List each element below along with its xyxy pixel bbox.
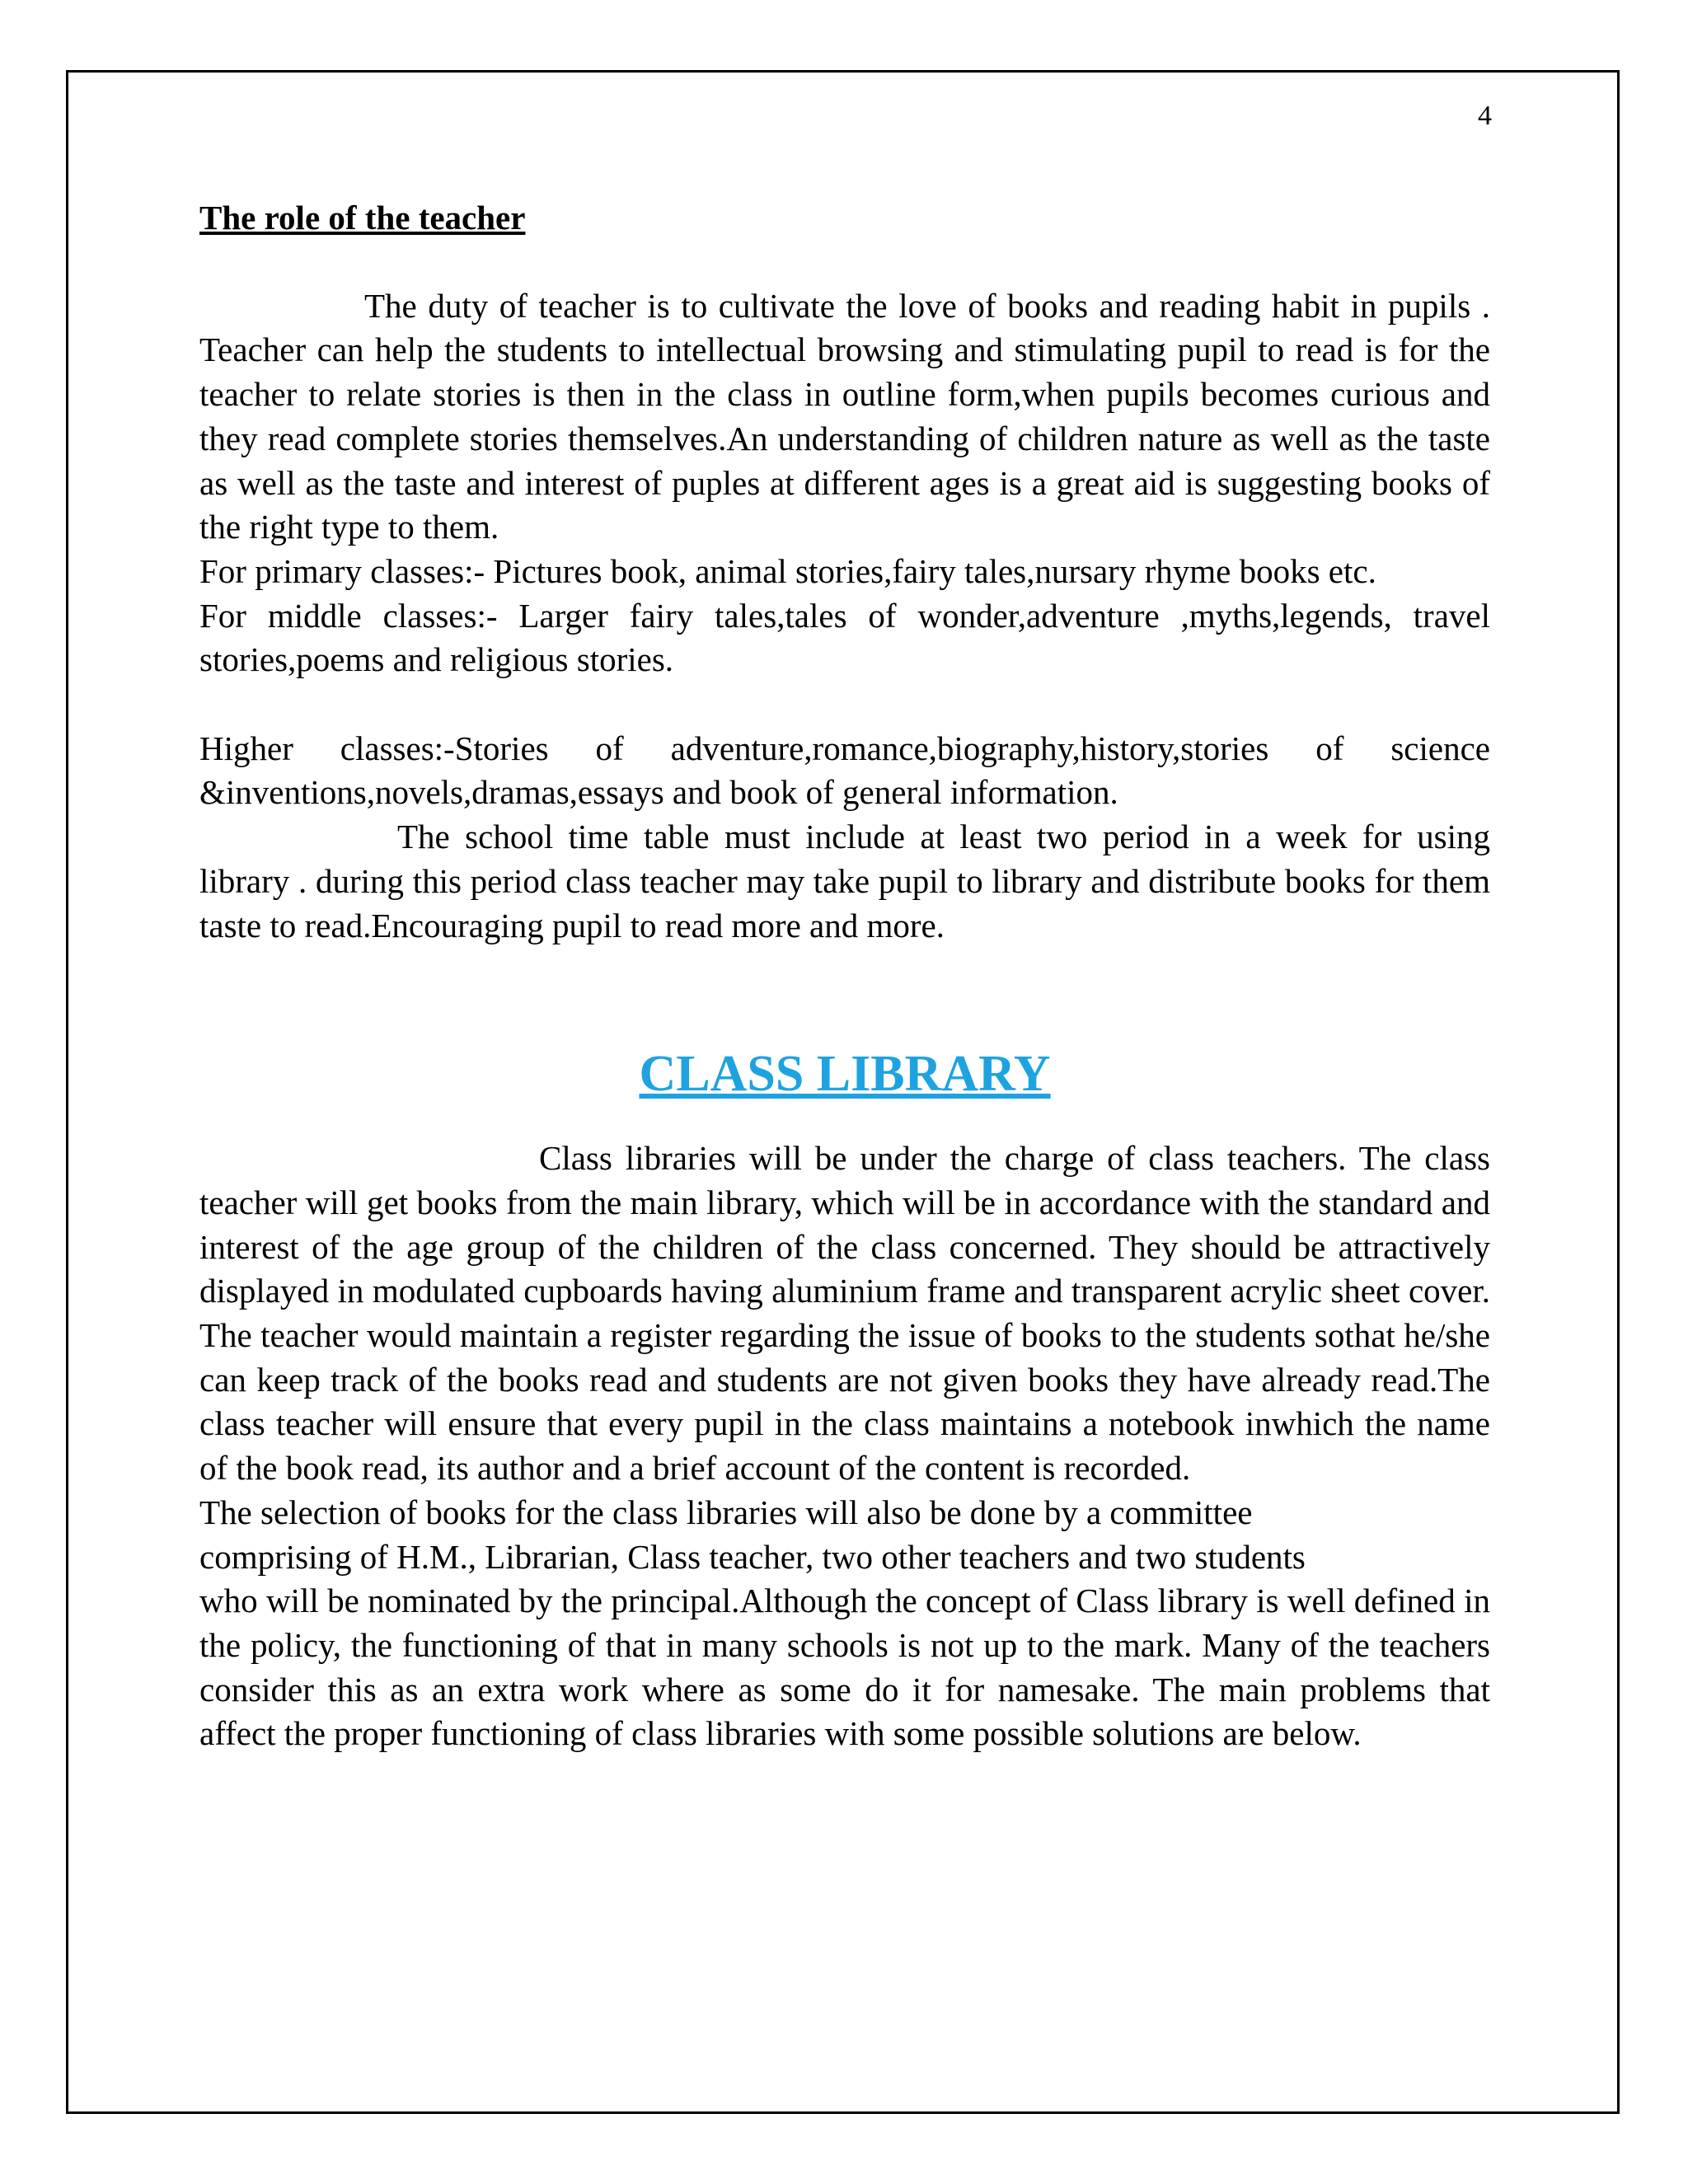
class-library-heading: CLASS LIBRARY [639,1046,1051,1103]
paragraph-higher-classes: Higher classes:-Stories of adventure,romance,biography,history,stories of science &inventions,novels,dramas,essays and book of general information. [199,729,1490,812]
paragraph-primary-classes: For primary classes:- Pictures book, animal stories,fairy tales,nursary rhyme books etc. [199,551,1376,590]
paragraph-middle-classes: For middle classes:- Larger fairy tales,tales of wonder,adventure ,myths,legends, travel stories,poems and religious stories. [199,596,1490,679]
paragraph-teacher-duty: The duty of teacher is to cultivate the love of books and reading habit in pupils . Teacher can help the students to intellectual browsing and stimulating pupil to read is for the teacher to relate stories is then in the class in outline form,when pupils becomes curious and they read complete stories themselves.An understanding of children nature as well as the taste as well as the taste and interest of puples at different ages is a great aid is suggesting books of the right type to them. [199,286,1490,546]
document-body [199,196,1490,1756]
section-heading-teacher-role: The role of the teacher [199,199,526,237]
line-committee-members: comprising of H.M., Librarian, Class teacher, two other teachers and two students [199,1537,1306,1576]
page-number: 4 [1478,101,1492,131]
paragraph-time-table: The school time table must include at least two period in a week for using library . during this period class teacher may take pupil to library and distribute books for them taste to read.Encouraging pupil to read more and more. [199,818,1490,944]
line-selection-committee: The selection of books for the class libraries will also be done by a committee [199,1493,1253,1531]
paragraph-class-library-problems: who will be nominated by the principal.Although the concept of Class library is well defined in the policy, the functioning of that in many schools is not up to the mark. Many of the teachers consider this as an extra work where as some do it for namesake. The main problems that affect the proper functioning of class libraries with some possible solutions are below. [199,1582,1490,1753]
paragraph-class-libraries: Class libraries will be under the charge of class teachers. The class teacher will get books from the main library, which will be in accordance with the standard and interest of the age group of the children of the class concerned. They should be attractively displayed in modulated cupboards having aluminium frame and transparent acrylic sheet cover. The teacher would maintain a register regarding the issue of books to the students sothat he/she can keep track of the books read and students are not given books they have already read.The class teacher will ensure that every pupil in the class maintains a notebook inwhich the name of the book read, its author and a brief account of the content is recorded. [199,1139,1490,1488]
blank-line [199,682,1490,727]
